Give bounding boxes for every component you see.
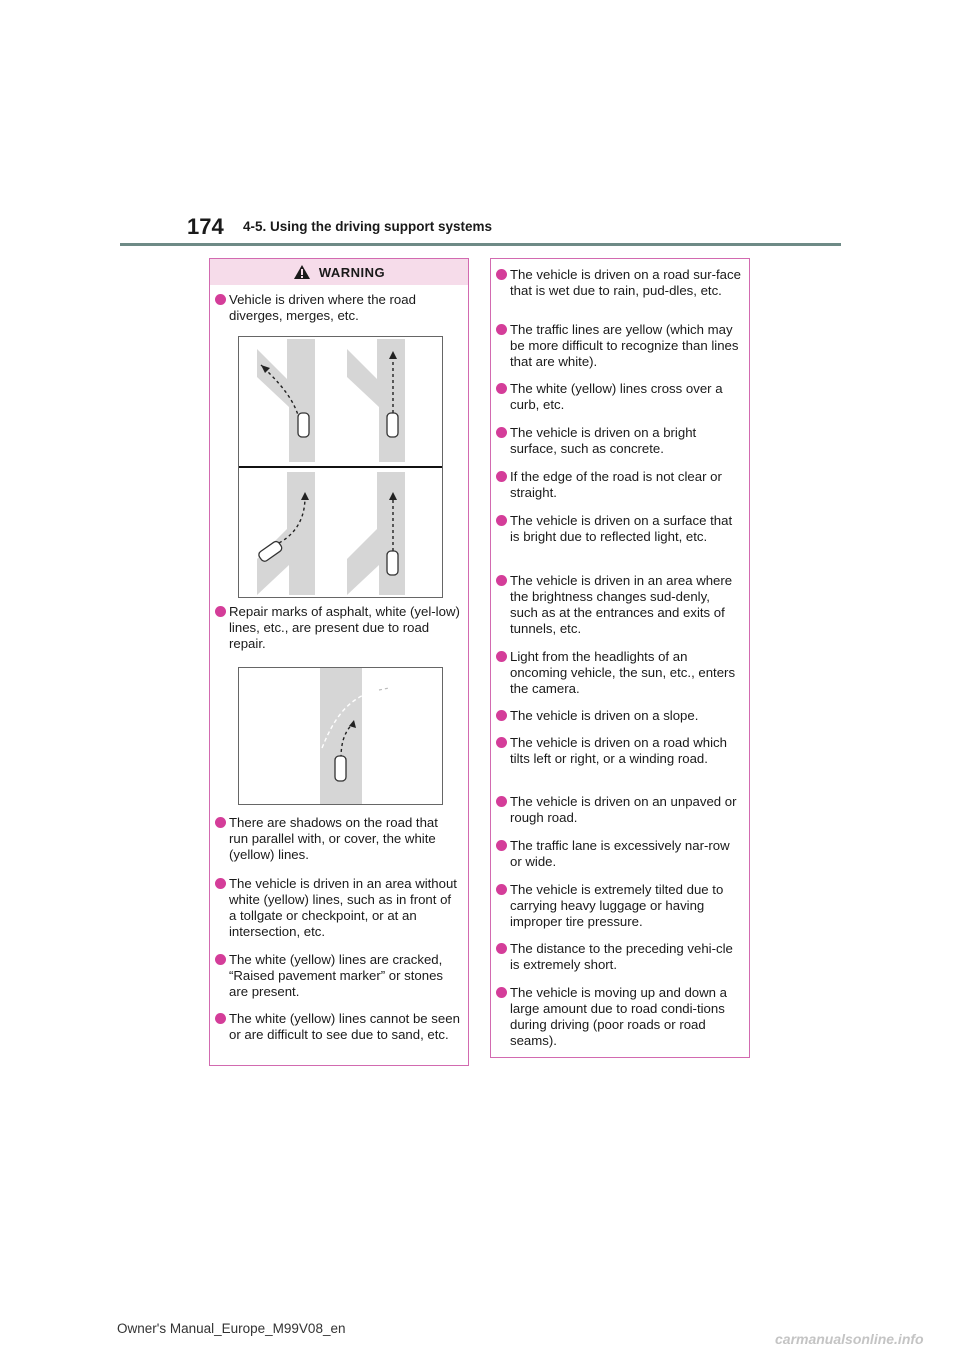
list-item-text: The vehicle is driven in an area where the brightness changes sud-denly, such as at the entrances and exits of tunnels, etc. bbox=[510, 573, 733, 636]
list-item-text: If the edge of the road is not clear or straight. bbox=[510, 469, 722, 500]
road-repair-marks-figure bbox=[238, 667, 443, 805]
list-item bbox=[491, 322, 741, 370]
warning-title: WARNING bbox=[318, 264, 386, 280]
list-item bbox=[491, 573, 741, 637]
list-item bbox=[491, 649, 741, 697]
list-item bbox=[210, 876, 460, 940]
list-item bbox=[491, 708, 741, 724]
bullet-icon bbox=[496, 884, 507, 895]
list-item bbox=[210, 952, 460, 1000]
car-lane-diverge-icon bbox=[239, 337, 442, 597]
warning-triangle-icon bbox=[293, 264, 311, 280]
list-item-text: The vehicle is driven on a surface that is bright due to reflected light, etc. bbox=[510, 513, 733, 544]
bullet-icon bbox=[215, 606, 226, 617]
bullet-icon bbox=[215, 878, 226, 889]
list-item bbox=[491, 838, 741, 870]
list-item bbox=[491, 794, 741, 826]
bullet-icon bbox=[496, 575, 507, 586]
bullet-icon bbox=[215, 1013, 226, 1024]
list-item-text: Repair marks of asphalt, white (yel-low) lines, etc., are present due to road repair. bbox=[229, 604, 460, 651]
list-item-text: The vehicle is driven in an area without white (yellow) lines, such as in front of a tollgate or checkpoint, or at an intersection, etc. bbox=[229, 876, 457, 939]
road-diverge-merge-figure bbox=[238, 336, 443, 598]
bullet-icon bbox=[496, 987, 507, 998]
list-item bbox=[491, 513, 741, 545]
list-item-text: The traffic lines are yellow (which may be more difficult to recognize than lines that are white). bbox=[510, 322, 739, 369]
list-item-text: The vehicle is driven on a road sur-face that is wet due to rain, pud-dles, etc. bbox=[510, 267, 741, 298]
list-item bbox=[491, 381, 741, 413]
bullet-icon bbox=[496, 710, 507, 721]
list-item-text: The vehicle is driven on a road which tilts left or right, or a winding road. bbox=[510, 735, 727, 766]
list-item-text: The vehicle is extremely tilted due to carrying heavy luggage or having improper tire pressure. bbox=[510, 882, 724, 929]
list-item bbox=[491, 882, 741, 930]
list-item-text: The vehicle is driven on a slope. bbox=[510, 708, 699, 723]
bullet-icon bbox=[496, 840, 507, 851]
list-item bbox=[210, 292, 460, 324]
list-item-text: The white (yellow) lines are cracked, “Raised pavement marker” or stones are present. bbox=[229, 952, 444, 999]
bullet-icon bbox=[215, 294, 226, 305]
bullet-icon bbox=[496, 943, 507, 954]
list-item-text: The vehicle is driven on a bright surface, such as concrete. bbox=[510, 425, 697, 456]
list-item bbox=[210, 815, 460, 863]
list-item bbox=[491, 735, 741, 767]
list-item bbox=[491, 267, 741, 299]
manual-name: Owner's Manual_Europe_M99V08_en bbox=[117, 1321, 346, 1336]
car-lane-repair-icon bbox=[239, 668, 442, 804]
list-item-text: The white (yellow) lines cannot be seen or are difficult to see due to sand, etc. bbox=[229, 1011, 460, 1042]
list-item-text: The vehicle is moving up and down a large amount due to road condi-tions during driving (poor roads or road seams). bbox=[510, 985, 727, 1048]
list-item bbox=[210, 1011, 460, 1043]
list-item-text: The white (yellow) lines cross over a curb, etc. bbox=[510, 381, 723, 412]
bullet-icon bbox=[496, 471, 507, 482]
bullet-icon bbox=[496, 324, 507, 335]
list-item bbox=[491, 941, 741, 973]
bullet-icon bbox=[496, 427, 507, 438]
header-rule bbox=[120, 243, 841, 246]
list-item-text: The traffic lane is excessively nar-row or wide. bbox=[510, 838, 730, 869]
page-number: 174 bbox=[187, 214, 224, 239]
list-item-text: Light from the headlights of an oncoming vehicle, the sun, etc., enters the camera. bbox=[510, 649, 736, 696]
list-item bbox=[210, 604, 460, 652]
section-title: 4-5. Using the driving support systems bbox=[243, 219, 493, 234]
bullet-icon bbox=[496, 796, 507, 807]
warning-box-left bbox=[209, 258, 469, 1066]
bullet-icon bbox=[496, 269, 507, 280]
list-item bbox=[491, 469, 741, 501]
bullet-icon bbox=[496, 383, 507, 394]
list-item-text: Vehicle is driven where the road diverges, merges, etc. bbox=[229, 292, 416, 323]
bullet-icon bbox=[496, 737, 507, 748]
bullet-icon bbox=[215, 954, 226, 965]
watermark-link[interactable]: carmanualsonline.info bbox=[775, 1331, 924, 1347]
list-item bbox=[491, 425, 741, 457]
list-item-text: The vehicle is driven on an unpaved or rough road. bbox=[510, 794, 737, 825]
list-item-text: The distance to the preceding vehi-cle is extremely short. bbox=[510, 941, 733, 972]
warning-header bbox=[210, 259, 468, 285]
list-item-text: There are shadows on the road that run parallel with, or cover, the white (yellow) lines. bbox=[229, 815, 438, 862]
bullet-icon bbox=[215, 817, 226, 828]
list-item bbox=[491, 985, 741, 1049]
bullet-icon bbox=[496, 651, 507, 662]
warning-box-right bbox=[490, 258, 750, 1058]
bullet-icon bbox=[496, 515, 507, 526]
